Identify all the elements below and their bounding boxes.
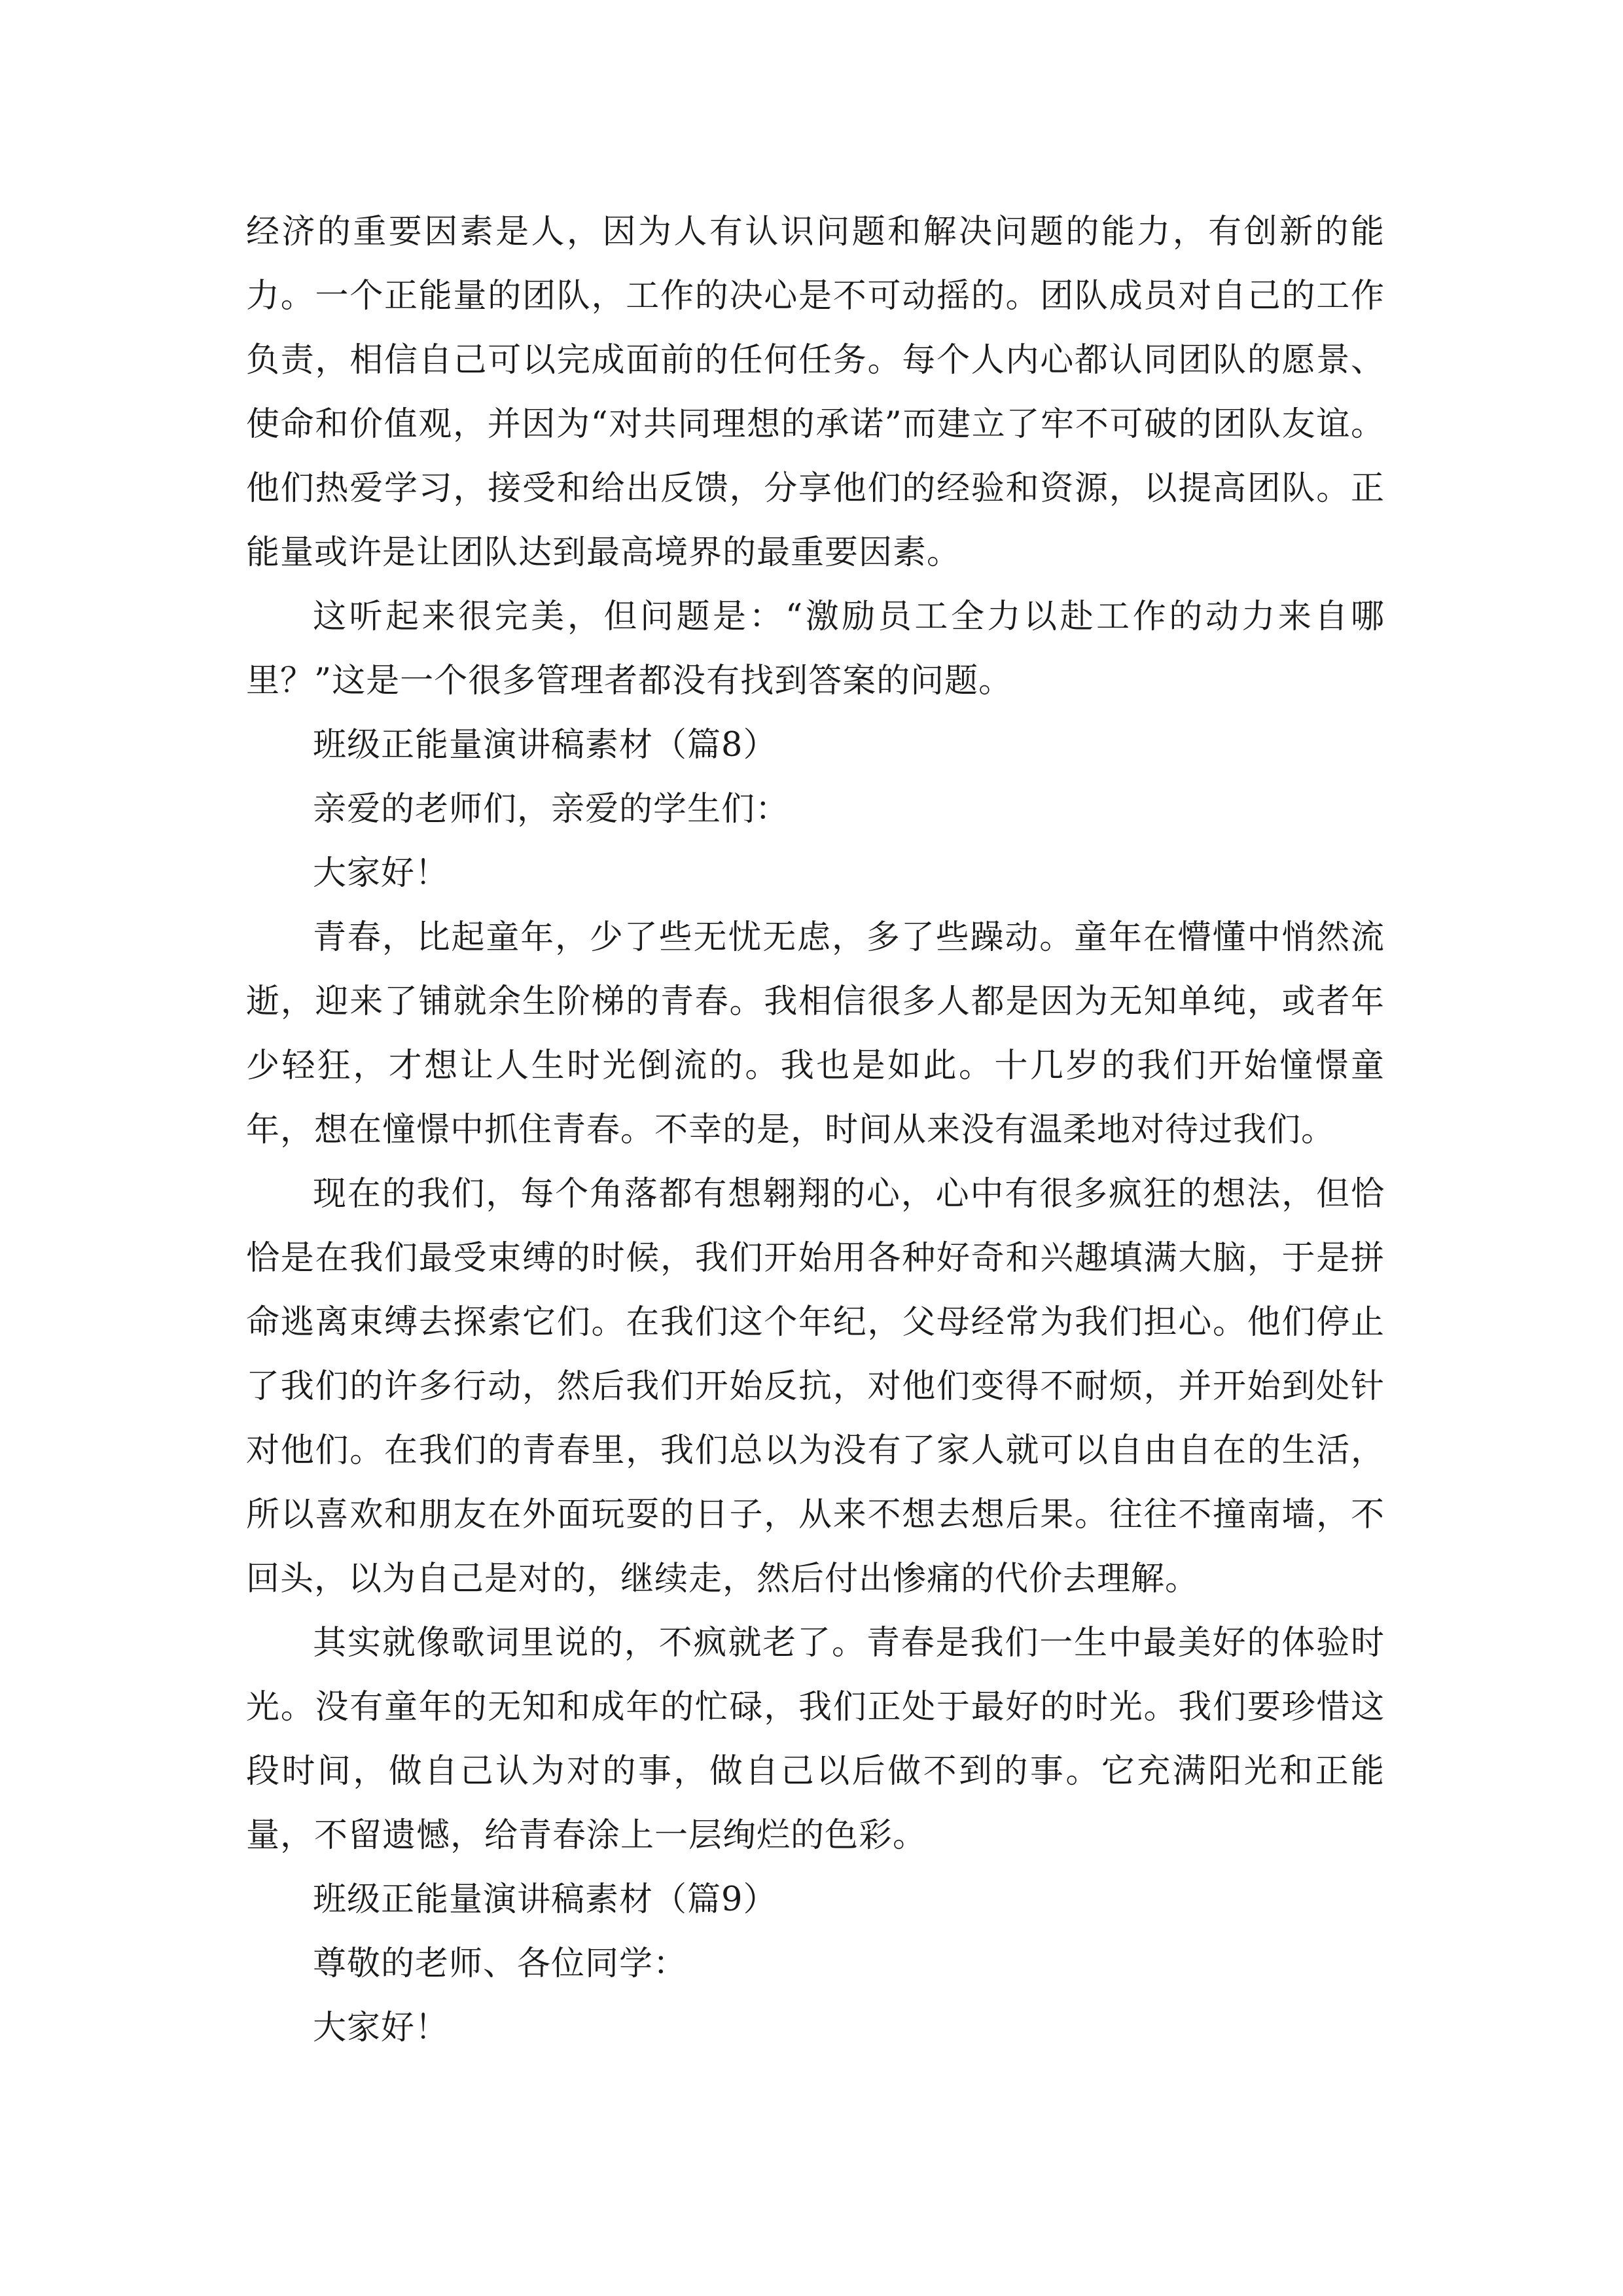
salutation-8: 亲爱的老师们，亲爱的学生们： bbox=[313, 790, 790, 829]
paragraph-youth: 青春，比起童年，少了些无忧无虑，多了些躁动。童年在懵懂中悄然流逝，迎来了铺就余生阶梯的青春。我相信很多人都是因为无知单纯，或者年少轻狂，才想让人生时光倒流的。我也是如此。十几岁的我们开始憧憬童年，想在憧憬中抓住青春。不幸的是，时间从来没有温柔地对待过我们。 bbox=[246, 918, 1385, 1149]
greeting-8: 大家好！ bbox=[313, 854, 450, 893]
salutation-9: 尊敬的老师、各位同学： bbox=[313, 1945, 688, 1983]
paragraph-motivation-question: 这听起来很完美，但问题是：“激励员工全力以赴工作的动力来自哪里？”这是一个很多管理者都没有找到答案的问题。 bbox=[246, 598, 1385, 700]
paragraph-lyrics: 其实就像歌词里说的，不疯就老了。青春是我们一生中最美好的体验时光。没有童年的无知和成年的忙碌，我们正处于最好的时光。我们要珍惜这段时间，做自己认为对的事，做自己以后做不到的事。它充满阳光和正能量，不留遗憾，给青春涂上一层绚烂的色彩。 bbox=[246, 1624, 1385, 1855]
greeting-9: 大家好！ bbox=[313, 2009, 450, 2047]
document-body bbox=[246, 200, 1385, 2060]
section-heading-9: 班级正能量演讲稿素材（篇9） bbox=[313, 1880, 777, 1919]
section-heading-8: 班级正能量演讲稿素材（篇8） bbox=[313, 726, 777, 764]
paragraph-now: 现在的我们，每个角落都有想翱翔的心，心中有很多疯狂的想法，但恰恰是在我们最受束缚的时候，我们开始用各种好奇和兴趣填满大脑，于是拼命逃离束缚去探索它们。在我们这个年纪，父母经常为我们担心。他们停止了我们的许多行动，然后我们开始反抗，对他们变得不耐烦，并开始到处针对他们。在我们的青春里，我们总以为没有了家人就可以自由自在的生活，所以喜欢和朋友在外面玩耍的日子，从来不想去想后果。往往不撞南墙，不回头，以为自己是对的，继续走，然后付出惨痛的代价去理解。 bbox=[246, 1175, 1385, 1598]
paragraph-team-energy: 经济的重要因素是人，因为人有认识问题和解决问题的能力，有创新的能力。一个正能量的团队，工作的决心是不可动摇的。团队成员对自己的工作负责，相信自己可以完成面前的任何任务。每个人内心都认同团队的愿景、使命和价值观，并因为“对共同理想的承诺”而建立了牢不可破的团队友谊。他们热爱学习，接受和给出反馈，分享他们的经验和资源，以提高团队。正能量或许是让团队达到最高境界的最重要因素。 bbox=[246, 213, 1385, 572]
